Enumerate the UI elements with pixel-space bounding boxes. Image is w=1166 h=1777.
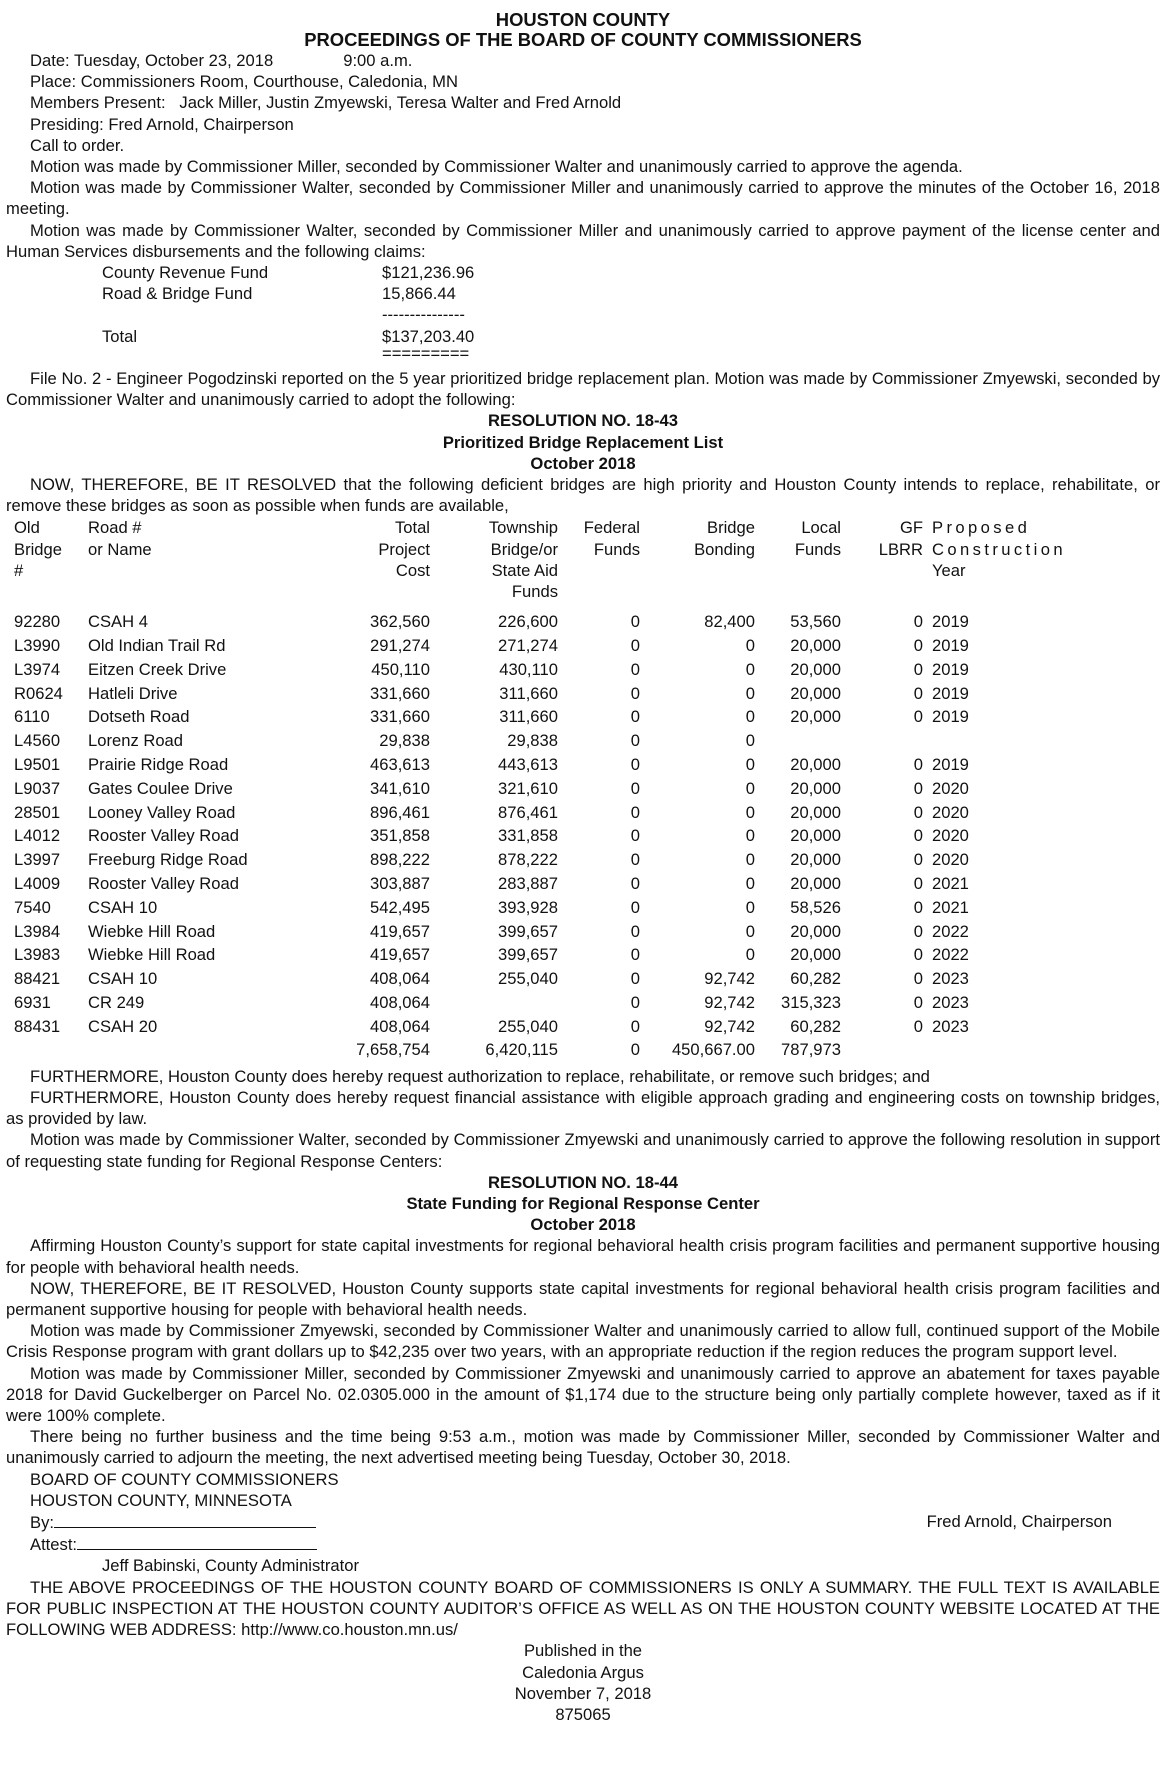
cell-local-funds: 20,000 [790,755,841,775]
cell-construction-year: 2019 [932,755,969,775]
motion-paragraph: Motion was made by Commissioner Walter, seconded by Commissioner Miller and unanimously carried to approve payment of the license center and Human Services disbursements and the following claims: [6,220,1160,261]
cell-construction-year: 2019 [932,707,969,727]
cell-bridge-bonding: 0 [745,778,755,798]
cell-gf-lbrr: 0 [913,683,923,703]
cell-gf-lbrr: 0 [913,826,923,846]
cell-bridge-number: 6931 [14,993,51,1013]
cell-bridge-number: 7540 [14,897,51,917]
cell-bridge-number: L3997 [14,850,61,870]
presiding: Presiding: Fred Arnold, Chairperson [30,114,294,134]
resolution-18-44-number: RESOLUTION NO. 18-44 [488,1172,678,1192]
cell-gf-lbrr: 0 [913,921,923,941]
resolution-18-43-body: NOW, THEREFORE, BE IT RESOLVED that the following deficient bridges are high priority and Houston County intends to replace, rehabilitate, or remove these bridges as soon as possible when funds are available, [6,475,1160,516]
cell-construction-year: 2021 [932,874,969,894]
cell-township-funds: 393,928 [498,897,558,917]
resolution-18-44-title: State Funding for Regional Response Center [406,1194,760,1214]
cell-local-funds: 60,282 [790,1016,841,1036]
cell-federal-funds: 0 [630,612,640,632]
cell-federal-funds: 0 [630,921,640,941]
claims-amount: $121,236.96 [382,263,475,283]
cell-township-funds: 311,660 [499,683,558,703]
cell-total-cost: 351,858 [370,826,430,846]
cell-road-name: Wiebke Hill Road [88,921,216,941]
file-no-2-paragraph: File No. 2 - Engineer Pogodzinski reported on the 5 year prioritized bridge replacement plan. Motion was made by Commissioner Zmyewski, seconded by Commissioner Walter and unanimously carried to adopt the following: [6,369,1160,410]
cell-local-funds: 20,000 [790,659,841,679]
meeting-place: Place: Commissioners Room, Courthouse, Caledonia, MN [30,72,458,92]
table-row [6,1015,1160,1039]
cell-local-funds: 20,000 [790,636,841,656]
resolution-18-43-number: RESOLUTION NO. 18-43 [488,411,678,431]
proceedings-title: PROCEEDINGS OF THE BOARD OF COUNTY COMMISSIONERS [304,29,862,50]
table-row [6,777,1160,801]
cell-construction-year: 2023 [932,1016,969,1036]
cell-total-cost: 408,064 [370,993,430,1013]
cell-construction-year: 2019 [932,612,969,632]
cell-construction-year: 2020 [932,802,969,822]
cell-bridge-number: 92280 [14,612,61,632]
cell-bridge-bonding: 92,742 [704,1016,755,1036]
cell-bridge-bonding: 0 [745,636,755,656]
cell-township-funds [430,991,558,1015]
header-proposed-year: Proposed Construction Year [932,518,1066,580]
cell-township-funds: 311,660 [499,707,558,727]
signature-board: BOARD OF COUNTY COMMISSIONERS [30,1469,339,1489]
attest-line [77,1533,317,1550]
cell-local-funds [755,729,841,753]
cell-construction-year: 2020 [932,778,969,798]
claims-total-label: Total [102,326,138,346]
cell-road-name: CR 249 [88,993,145,1013]
cell-federal-funds: 0 [630,778,640,798]
cell-federal-funds: 0 [630,897,640,917]
meeting-date: Date: Tuesday, October 23, 2018 [30,51,274,70]
cell-bridge-bonding: 0 [745,731,755,751]
table-header-row [6,517,1160,602]
cell-road-name: Prairie Ridge Road [88,755,229,775]
signature-by-row [6,1511,1160,1533]
header-bonding: Bridge Bonding [694,518,755,559]
cell-construction-year: 2023 [932,993,969,1013]
table-row [6,729,1160,753]
cell-gf-lbrr: 0 [913,612,923,632]
table-totals-row [6,1039,1160,1060]
cell-federal-funds: 0 [630,874,640,894]
table-row [6,658,1160,682]
cell-bridge-number: L3990 [14,636,61,656]
cell-gf-lbrr: 0 [913,636,923,656]
cell-federal-funds: 0 [630,683,640,703]
cell-bridge-number: L3974 [14,659,61,679]
signature-attest-label: Attest: [30,1535,78,1555]
signature-county: HOUSTON COUNTY, MINNESOTA [30,1490,292,1510]
cell-total-cost: 303,887 [370,874,430,894]
table-row [6,705,1160,729]
cell-road-name: CSAH 4 [88,612,148,632]
cell-construction-year: 2022 [932,921,969,941]
cell-construction-year: 2019 [932,683,969,703]
claims-double-rule: ========= [382,343,470,363]
cell-township-funds: 430,110 [499,659,558,679]
cell-local-funds: 20,000 [790,921,841,941]
cell-township-funds: 271,274 [498,636,558,656]
signature-attest-row [6,1533,1160,1555]
cell-road-name: Rooster Valley Road [88,826,239,846]
header-local: Local Funds [794,518,841,559]
cell-gf-lbrr: 0 [913,945,923,965]
cell-gf-lbrr: 0 [913,778,923,798]
cell-bridge-bonding: 82,400 [704,612,755,632]
cell-total-cost: 450,110 [371,659,430,679]
cell-federal-funds: 0 [630,993,640,1013]
cell-bridge-number: 88421 [14,969,61,989]
cell-township-funds: 399,657 [498,921,558,941]
cell-township-funds: 878,222 [498,850,558,870]
furthermore-paragraph: FURTHERMORE, Houston County does hereby request financial assistance with eligible approach grading and engineering costs on township bridges, as provided by law. [6,1088,1160,1129]
cell-local-funds: 60,282 [790,969,841,989]
cell-total-cost: 419,657 [370,945,430,965]
cell-total-cost: 408,064 [370,969,430,989]
cell-federal-funds: 0 [630,636,640,656]
cell-gf-lbrr: 0 [913,755,923,775]
furthermore-paragraph: FURTHERMORE, Houston County does hereby request authorization to replace, rehabilitate, or remove such bridges; and [30,1066,930,1086]
cell-federal-funds: 0 [630,755,640,775]
signature-line [54,1511,316,1528]
meeting-date-line [6,50,1160,71]
cell-total-cost: 898,222 [370,850,430,870]
totals-local: 787,973 [781,1039,841,1059]
cell-road-name: CSAH 20 [88,1016,158,1036]
cell-road-name: Freeburg Ridge Road [88,850,248,870]
publication-number: 875065 [555,1704,611,1724]
cell-road-name: Rooster Valley Road [88,874,239,894]
table-row [6,682,1160,706]
cell-local-funds: 20,000 [790,683,841,703]
cell-bridge-bonding: 0 [745,659,755,679]
members-present: Members Present: Jack Miller, Justin Zmyewski, Teresa Walter and Fred Arnold [30,93,622,113]
cell-bridge-bonding: 0 [745,921,755,941]
cell-township-funds: 399,657 [498,945,558,965]
totals-total-cost: 7,658,754 [356,1039,430,1059]
cell-gf-lbrr: 0 [913,850,923,870]
claims-rule-row [102,304,474,325]
resolution-paragraph: Affirming Houston County’s support for state capital investments for regional behavioral health crisis program facilities and permanent supportive housing for people with behavioral health needs. [6,1236,1160,1277]
cell-bridge-bonding: 0 [745,897,755,917]
cell-federal-funds: 0 [630,969,640,989]
cell-bridge-number: L4009 [14,874,61,894]
cell-township-funds: 331,858 [498,826,558,846]
table-row [6,824,1160,848]
cell-bridge-number: 6110 [14,707,50,727]
adjournment-paragraph: There being no further business and the time being 9:53 a.m., motion was made by Commissioner Miller, seconded by Commissioner Walter and unanimously carried to adjourn the meeting, the next advertised meeting being Tuesday, October 30, 2018. [6,1427,1160,1468]
cell-total-cost: 291,274 [370,636,430,656]
cell-gf-lbrr [841,729,923,753]
claims-label: Road & Bridge Fund [102,284,253,304]
cell-road-name: Looney Valley Road [88,802,236,822]
cell-construction-year: 2023 [932,969,969,989]
cell-gf-lbrr: 0 [913,707,923,727]
resolution-paragraph: NOW, THEREFORE, BE IT RESOLVED, Houston County supports state capital investments for regional behavioral health crisis program facilities and permanent supportive housing for people with behavioral health needs. [6,1278,1160,1320]
call-to-order: Call to order. [30,135,125,155]
cell-construction-year: 2022 [932,945,969,965]
cell-local-funds: 20,000 [790,945,841,965]
cell-federal-funds: 0 [630,945,640,965]
cell-road-name: Old Indian Trail Rd [88,636,226,656]
header-old-bridge: Old Bridge # [14,518,62,580]
county-title: HOUSTON COUNTY [495,9,671,30]
cell-gf-lbrr: 0 [913,659,923,679]
cell-gf-lbrr: 0 [913,897,923,917]
resolution-18-43-date: October 2018 [530,453,636,473]
cell-local-funds: 20,000 [790,826,841,846]
cell-bridge-number: L9501 [14,755,61,775]
header-township: Township Bridge/or State Aid Funds [488,518,558,602]
cell-federal-funds: 0 [630,731,640,751]
cell-bridge-number: 28501 [14,802,61,822]
signature-administrator: Jeff Babinski, County Administrator [102,1556,360,1576]
table-row [6,967,1160,991]
cell-construction-year: 2019 [932,659,969,679]
cell-gf-lbrr: 0 [913,1016,923,1036]
cell-bridge-bonding: 0 [745,826,755,846]
legal-notice [6,0,1160,1725]
cell-township-funds: 321,610 [498,778,558,798]
publication-line: Published in the [523,1641,643,1661]
cell-local-funds: 20,000 [790,707,841,727]
cell-federal-funds: 0 [630,659,640,679]
claims-row [102,262,474,283]
motion-paragraph: Motion was made by Commissioner Walter, seconded by Commissioner Miller and unanimously carried to approve the minutes of the October 16, 2018 meeting. [6,178,1160,219]
cell-bridge-number: L4560 [14,731,61,751]
cell-township-funds: 29,838 [507,731,558,751]
cell-local-funds: 58,526 [790,897,841,917]
claims-label: County Revenue Fund [102,263,269,283]
cell-road-name: Eitzen Creek Drive [88,659,227,679]
cell-construction-year: 2020 [932,850,969,870]
cell-construction-year: 2019 [932,636,969,656]
cell-township-funds: 283,887 [498,874,558,894]
cell-federal-funds: 0 [630,1016,640,1036]
table-row [6,920,1160,944]
cell-bridge-number: L4012 [14,826,61,846]
cell-total-cost: 341,610 [370,778,430,798]
motion-paragraph: Motion was made by Commissioner Walter, seconded by Commissioner Zmyewski and unanimously carried to approve the following resolution in support of requesting state funding for Regional Response Centers: [6,1130,1160,1171]
cell-total-cost: 419,657 [370,921,430,941]
cell-total-cost: 896,461 [370,802,430,822]
cell-township-funds: 255,040 [498,969,558,989]
cell-local-funds: 20,000 [790,802,841,822]
cell-local-funds: 20,000 [790,850,841,870]
cell-total-cost: 362,560 [370,612,430,632]
totals-township: 6,420,115 [485,1039,558,1059]
table-row [6,801,1160,825]
motion-paragraph: Motion was made by Commissioner Miller, seconded by Commissioner Walter and unanimously carried to approve the agenda. [30,157,963,177]
cell-bridge-bonding: 0 [745,755,755,775]
table-row [6,753,1160,777]
cell-road-name: Gates Coulee Drive [88,778,233,798]
cell-local-funds: 53,560 [790,612,841,632]
table-row [6,991,1160,1015]
cell-construction-year: 2020 [932,826,969,846]
claims-amount: 15,866.44 [382,284,456,304]
cell-bridge-bonding: 0 [745,874,755,894]
cell-gf-lbrr: 0 [913,874,923,894]
cell-bridge-bonding: 0 [745,945,755,965]
table-row [6,943,1160,967]
cell-gf-lbrr: 0 [913,969,923,989]
publication-paper: Caledonia Argus [522,1662,644,1682]
cell-local-funds: 20,000 [790,874,841,894]
motion-paragraph: Motion was made by Commissioner Zmyewski, seconded by Commissioner Walter and unanimously carried to allow full, continued support of the Mobile Crisis Response program with grant dollars up to $42,235 over two years, with an appropriate reduction if the region reduces the program support level. [6,1321,1160,1362]
cell-township-funds: 876,461 [498,802,558,822]
table-row [6,848,1160,872]
totals-bonding: 450,667.00 [671,1039,755,1059]
cell-local-funds: 20,000 [790,778,841,798]
publication-date: November 7, 2018 [514,1683,652,1703]
cell-township-funds: 255,040 [498,1016,558,1036]
cell-road-name: Wiebke Hill Road [88,945,216,965]
cell-total-cost: 331,660 [370,707,430,727]
summary-notice: THE ABOVE PROCEEDINGS OF THE HOUSTON COUNTY BOARD OF COMMISSIONERS IS ONLY A SUMMARY. THE FULL TEXT IS AVAILABLE FOR PUBLIC INSPECTION AT THE HOUSTON COUNTY AUDITOR’S OFFICE AS WELL AS ON THE HOUSTON COUNTY WEBSITE LOCATED AT THE FOLLOWING WEB ADDRESS: http://www.co.houston.mn.us/ [6,1577,1160,1640]
table-row [6,610,1160,634]
header-road: Road # or Name [88,518,152,559]
motion-paragraph: Motion was made by Commissioner Miller, seconded by Commissioner Zmyewski and unanimously carried to approve an abatement for taxes payable 2018 for David Guckelberger on Parcel No. 02.0305.000 in the amount of $1,174 due to the structure being only partially complete however, taxed as if it were 100% complete. [6,1363,1160,1426]
cell-township-funds: 226,600 [498,612,558,632]
cell-bridge-number: L3983 [14,945,61,965]
cell-total-cost: 408,064 [370,1016,430,1036]
cell-bridge-number: R0624 [14,683,63,703]
signature-by-label: By: [30,1513,54,1533]
claims-row [102,283,474,304]
totals-federal: 0 [630,1039,640,1059]
cell-total-cost: 29,838 [379,731,430,751]
header-federal: Federal Funds [583,518,640,559]
cell-bridge-bonding: 0 [745,850,755,870]
claims-table [102,262,474,368]
cell-bridge-number: L9037 [14,778,61,798]
claims-total-amount: $137,203.40 [382,326,475,346]
cell-bridge-bonding: 0 [745,802,755,822]
cell-gf-lbrr: 0 [913,993,923,1013]
cell-bridge-number: 88431 [14,1016,61,1036]
cell-federal-funds: 0 [630,707,640,727]
cell-bridge-bonding: 92,742 [704,969,755,989]
cell-township-funds: 443,613 [498,755,558,775]
table-row [6,634,1160,658]
cell-bridge-bonding: 0 [745,683,755,703]
cell-road-name: Dotseth Road [88,707,190,727]
cell-road-name: Lorenz Road [88,731,184,751]
cell-local-funds: 315,323 [781,993,841,1013]
cell-road-name: CSAH 10 [88,969,158,989]
cell-bridge-number: L3984 [14,921,61,941]
cell-total-cost: 463,613 [370,755,430,775]
cell-gf-lbrr: 0 [913,802,923,822]
header-total-cost: Total Project Cost [378,518,430,580]
cell-bridge-bonding: 92,742 [704,993,755,1013]
table-row [6,872,1160,896]
cell-federal-funds: 0 [630,826,640,846]
cell-construction-year: 2021 [932,897,969,917]
meeting-time: 9:00 a.m. [343,51,413,70]
claims-rule-row [102,347,474,368]
cell-total-cost: 331,660 [370,683,430,703]
cell-construction-year [923,729,1160,753]
cell-road-name: Hatleli Drive [88,683,178,703]
cell-bridge-bonding: 0 [745,707,755,727]
resolution-18-44-date: October 2018 [530,1215,636,1235]
resolution-18-43-title: Prioritized Bridge Replacement List [442,432,724,452]
cell-total-cost: 542,495 [370,897,430,917]
claims-dash-rule: --------------- [382,305,465,325]
header-gf-lbrr: GF LBRR [878,518,923,559]
cell-federal-funds: 0 [630,802,640,822]
cell-road-name: CSAH 10 [88,897,158,917]
table-row [6,896,1160,920]
cell-federal-funds: 0 [630,850,640,870]
signature-chair: Fred Arnold, Chairperson [926,1512,1112,1532]
bridge-replacement-table [6,517,1160,1059]
